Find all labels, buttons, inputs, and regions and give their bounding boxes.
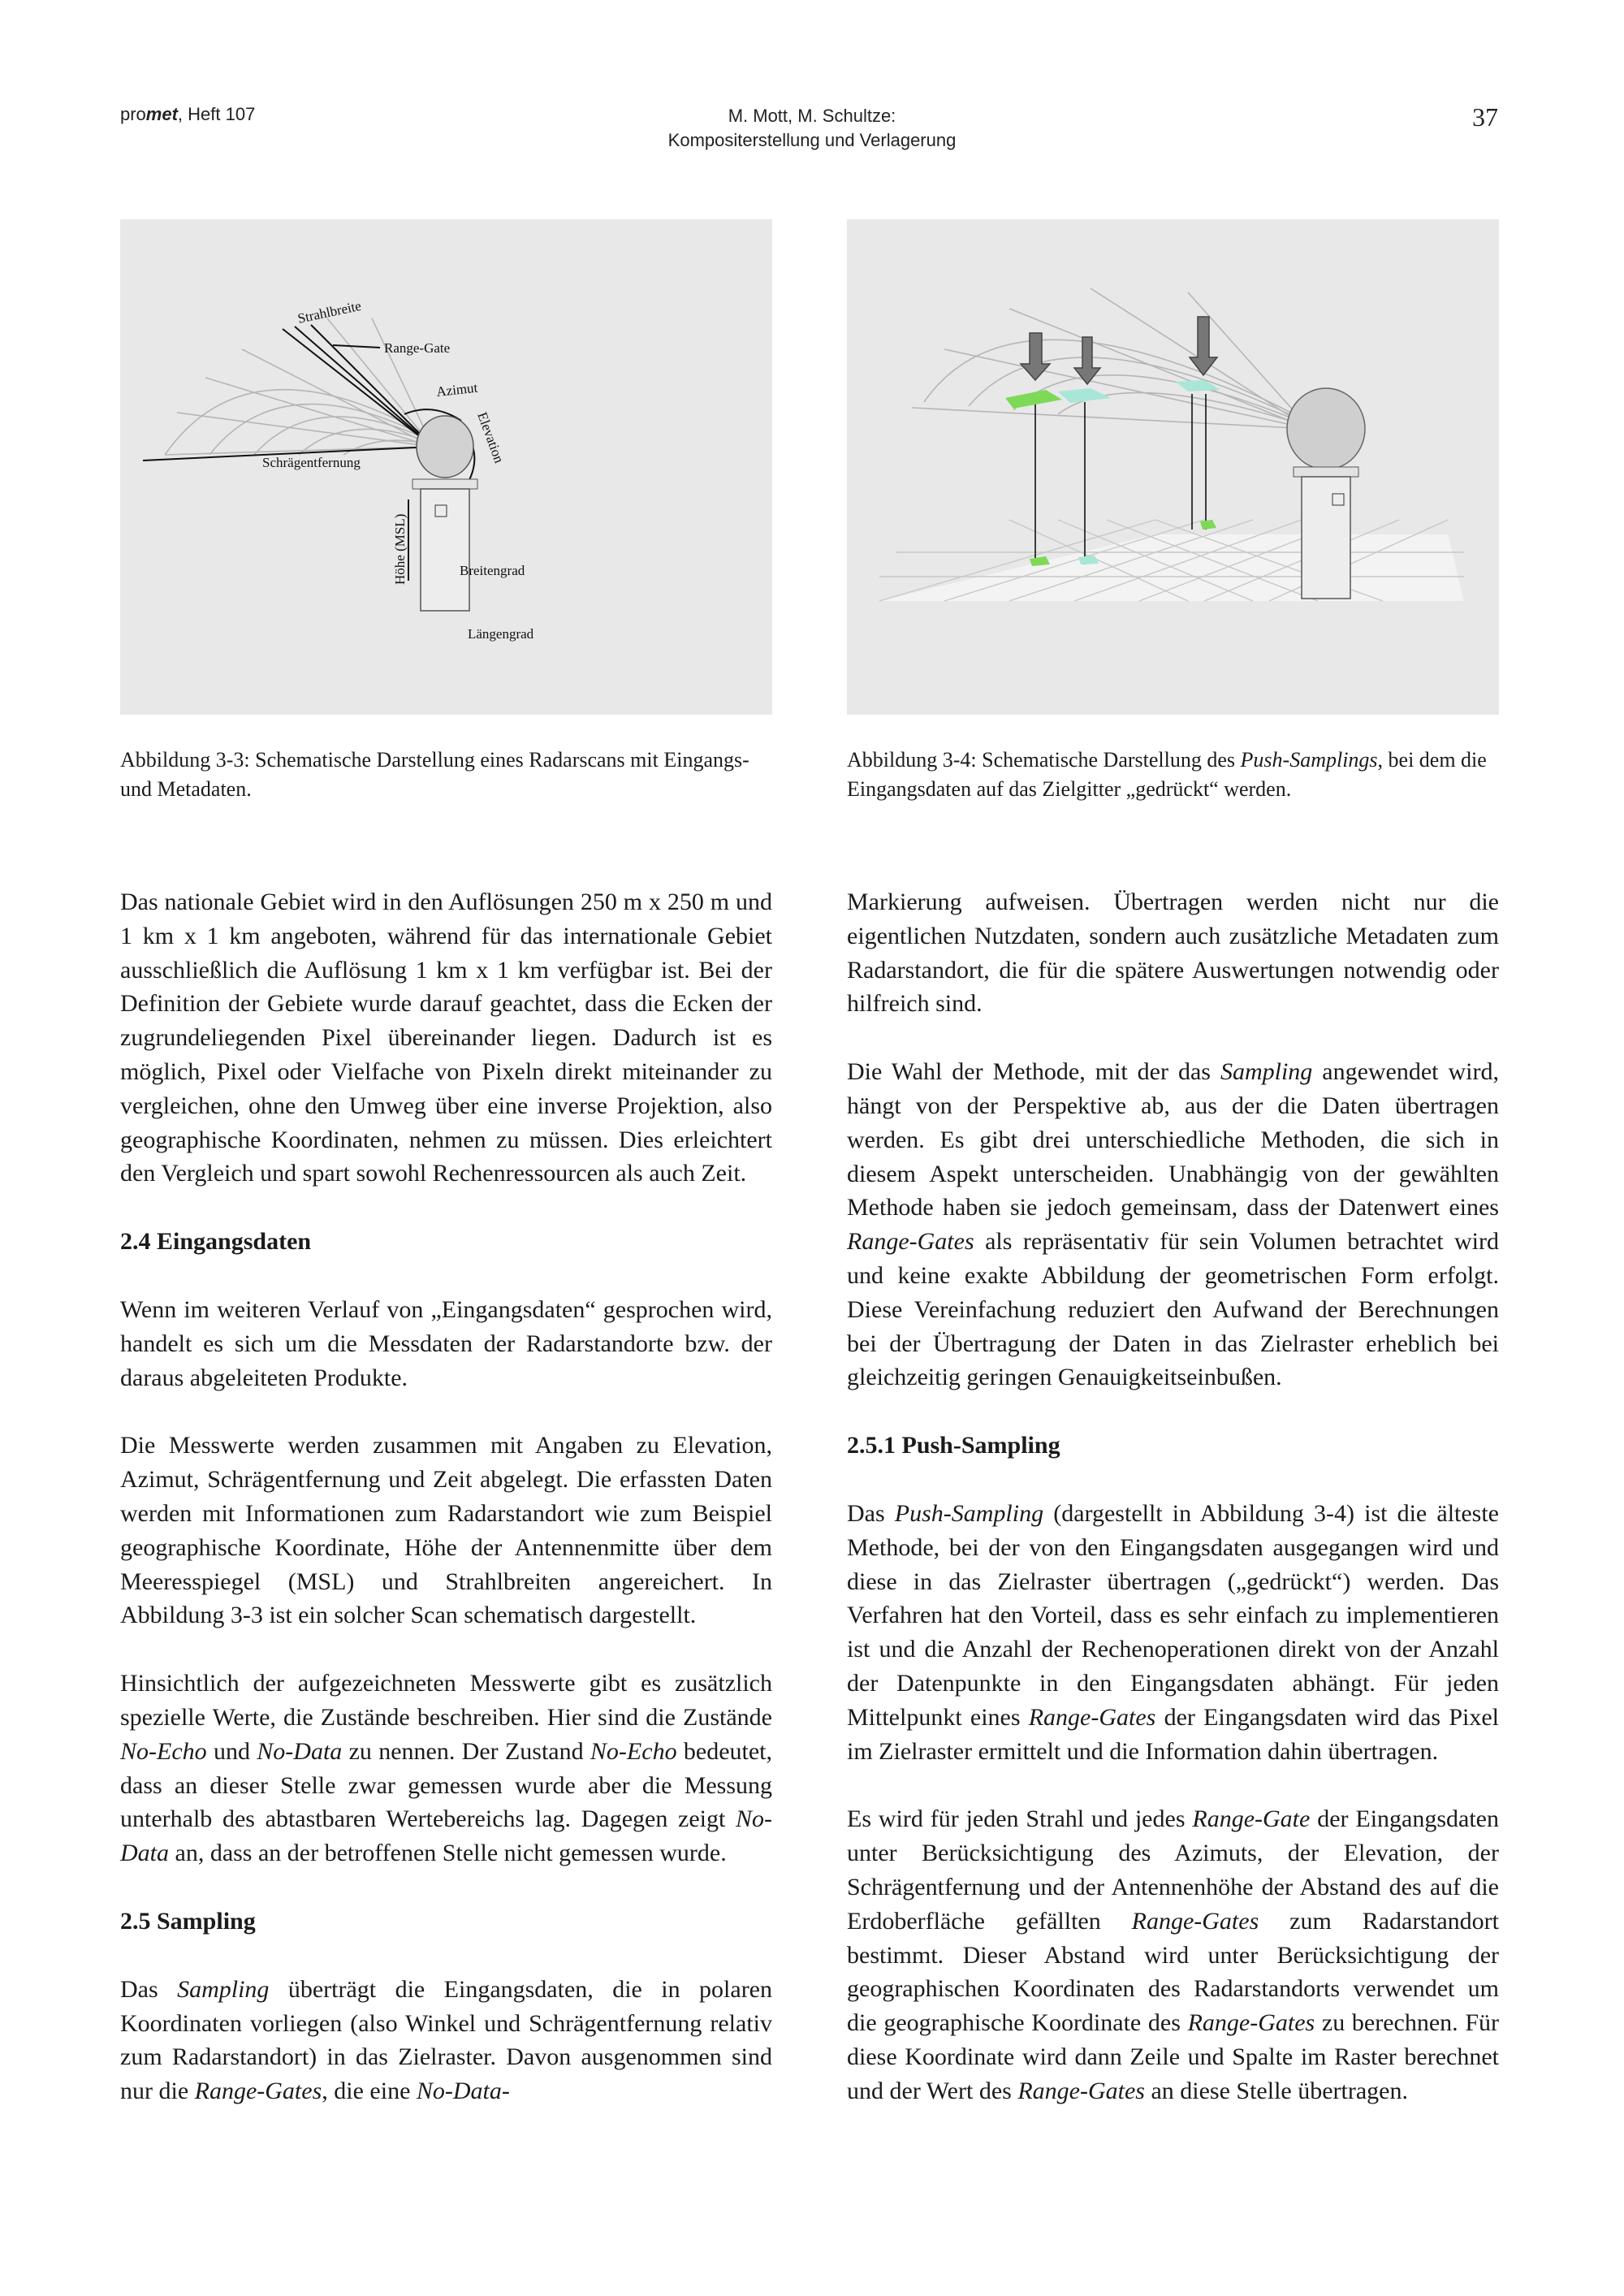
figure-caption-3-3: Abbildung 3-3: Schematische Darstellung eines Radarscans mit Eingangs- und Metadaten. [120, 748, 749, 801]
pixel-green-2 [1200, 520, 1216, 530]
radar-scan-diagram [120, 219, 772, 715]
paragraph: Das Push-Sampling (dargestellt in Abbildung 3-4) ist die älteste Methode, bei der von den Eingangsdaten ausgegangen wird und diese in das Zielraster übertragen („gedrückt“) werden. Das Verfahren hat den Vorteil, dass es sehr einfach zu implementieren ist und die Anzahl der Rechenoperationen direkt von der Anzahl der Datenpunkte in den Eingangsdaten abhängt. Für jeden Mittelpunkt eines Range-Gates der Eingangsdaten wird das Pixel im Zielraster ermittelt und die Information dahin übertragen. [847, 1499, 1499, 1765]
label-laengengrad: Längengrad [468, 626, 534, 642]
paragraph: Markierung aufweisen. Übertragen werden nicht nur die eigentlichen Nutzdaten, sondern auch zusätzliche Metadaten zum Radarstandort, die für die spätere Auswertungen notwendig oder hilfreich sind. [847, 889, 1499, 1018]
gate-cell-cyan-2 [1176, 380, 1220, 391]
paragraph: Die Wahl der Methode, mit der das Sampling angewendet wird, hängt von der Perspektive ab, aus der die Daten übertragen werden. Es gibt drei unterschiedliche Methoden, die sich in diesem Aspekt unterscheiden. Unabhängig von der gewählten Methode haben sie jedoch gemeinsam, dass der Datenwert eines Range-Gates als repräsentativ für sein Volumen betrachtet wird und keine exakte Abbildung der geometrischen Form erfolgt. Diese Vereinfachung reduziert den Aufwand der Berechnungen bei der Übertragung der Daten in das Zielraster erheblich bei gleichzeitig geringen Genauigkeitseinbußen. [847, 1058, 1499, 1391]
target-grid [879, 520, 1464, 601]
tower [408, 416, 477, 611]
gate-cell-cyan [1058, 388, 1111, 403]
paragraph: Wenn im weiteren Verlauf von „Eingangsdaten“ gesprochen wird, handelt es sich um die Messdaten der Radarstandorte bzw. der daraus abgeleiteten Produkte. [120, 1295, 772, 1391]
paragraph: Hinsichtlich der aufgezeichneten Messwerte gibt es zusätzlich spezielle Werte, die Zustände beschreiben. Hier sind die Zustände No-Echo und No-Data zu nennen. Der Zustand No-Echo bedeutet, dass an dieser Stelle zwar gemessen wurde aber die Messung unterhalb des abtastbaren Wertebereichs lag. Dagegen zeigt No-Data an, dass an der betroffenen Stelle nicht gemessen wurde. [120, 1670, 772, 1867]
label-schraegentfernung: Schrägentfernung [262, 455, 361, 470]
paragraph: Die Messwerte werden zusammen mit Angaben zu Elevation, Azimut, Schrägentfernung und Zeit abgelegt. Die erfassten Daten werden mit Informationen zum Radarstandort wie zum Beispiel geographische Koordinate, Höhe der Antennenmitte über dem Meeresspiegel (MSL) und Strahlbreiten angereichert. In Abbildung 3-3 ist ein solcher Scan schematisch dargestellt. [120, 1432, 772, 1629]
figure-radar-scan [120, 219, 772, 715]
push-sampling-diagram [847, 219, 1499, 715]
polar-grid [912, 288, 1310, 429]
label-strahlbreite: Strahlbreite [296, 297, 363, 326]
header-article-title: Kompositerstellung und Verlagerung [667, 130, 957, 150]
running-header-journal: promet, Heft 107 [120, 104, 256, 124]
figure-caption-3-4: Abbildung 3-4: Schematische Darstellung des Push-Samplings, bei dem die Eingangsdaten auf das Zielgitter „gedrückt“ werden. [847, 748, 1487, 801]
section-heading-2-5-1: 2.5.1 Push-Sampling [847, 1432, 1060, 1459]
label-elevation: Elevation [474, 409, 508, 465]
paragraph: Das nationale Gebiet wird in den Auflösungen 250 m x 250 m und 1 km x 1 km angeboten, während für das internationale Gebiet ausschließlich die Auflösung 1 km x 1 km verfügbar ist. Bei der Definition der Gebiete wurde darauf geachtet, dass die Ecken der zugrundeliegenden Pixel übereinander liegen. Dadurch ist es möglich, Pixel oder Vielfache von Pixeln direkt miteinander zu vergleichen, ohne den Umweg über eine inverse Projektion, also geographische Koordinaten, nehmen zu müssen. Dies erleichtert den Vergleich und spart sowohl Rechenressourcen als auch Zeit. [120, 889, 772, 1187]
header-authors: M. Mott, M. Schultze: [728, 106, 896, 126]
label-breitengrad: Breitengrad [460, 563, 525, 578]
text-column-right [847, 885, 1499, 2143]
running-header-title [568, 104, 1056, 153]
paragraph: Das Sampling überträgt die Eingangsdaten, die in polaren Koordinaten vorliegen (also Winkel und Schrägentfernung relativ zum Radarstandort) in das Zielraster. Davon ausgenommen sind nur die Range-Gates, die eine No-Data- [120, 1975, 772, 2105]
label-hoehe: Höhe (MSL) [392, 513, 408, 585]
section-heading-2-4: 2.4 Eingangsdaten [120, 1228, 312, 1256]
page-number: 37 [1472, 102, 1498, 132]
polar-grid [165, 318, 433, 455]
label-azimut: Azimut [435, 379, 479, 400]
text-column-left [120, 885, 772, 2143]
gate-cell-green-1 [1005, 390, 1062, 409]
paragraph: Es wird für jeden Strahl und jedes Range-Gate der Eingangsdaten unter Berücksichtigung des Azimuts, der Elevation, der Schrägentfernung und der Antennenhöhe der Abstand des auf die Erdoberfläche gefällten Range-Gates zum Radarstandort bestimmt. Dieser Abstand wird unter Berücksichtigung der geographischen Koordinaten des Radarstandorts verwendet um die geographische Koordinate des Range-Gates zu berechnen. Für diese Koordinate wird dann Zeile und Spalte im Raster berechnet und der Wert des Range-Gates an diese Stelle übertragen. [847, 1805, 1500, 2104]
figure-push-sampling [847, 219, 1499, 715]
pixel-green-1 [1030, 556, 1050, 566]
label-range-gate: Range-Gate [384, 340, 451, 356]
section-heading-2-5: 2.5 Sampling [120, 1907, 256, 1935]
